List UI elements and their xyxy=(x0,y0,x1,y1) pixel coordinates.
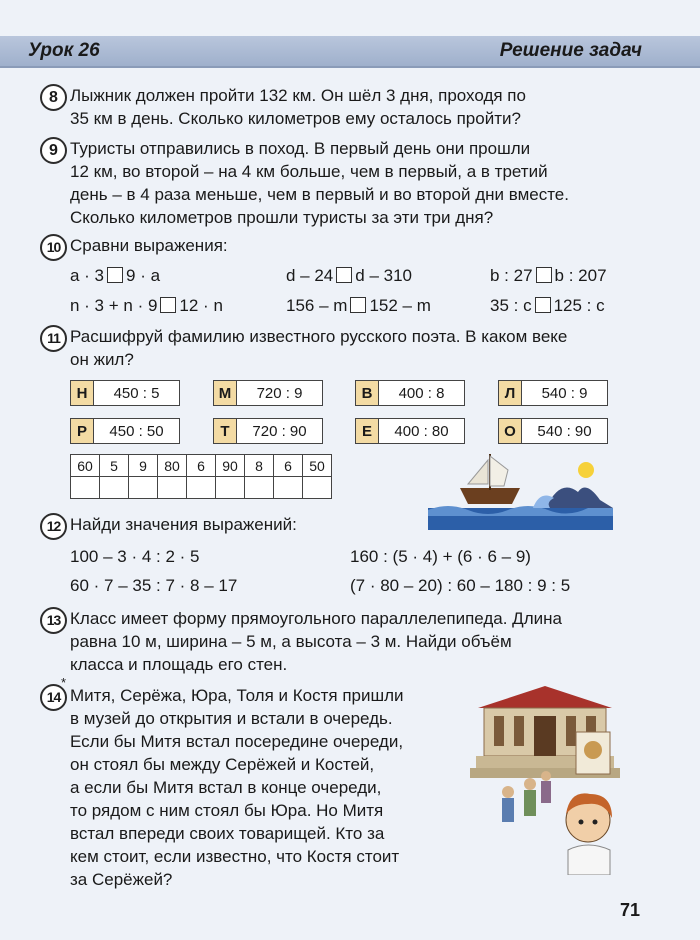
answer-cell[interactable] xyxy=(71,477,100,499)
boy-eye-icon xyxy=(579,820,584,825)
compare-row xyxy=(70,296,223,316)
answer-cell[interactable] xyxy=(129,477,158,499)
door-icon xyxy=(534,716,556,756)
cipher-letter: Н xyxy=(71,381,94,405)
cipher-expr: 720 : 90 xyxy=(252,422,307,440)
museum-queue-illustration xyxy=(470,680,620,875)
task-11-text xyxy=(70,325,645,371)
task-14-line: Если бы Митя встал посередине очереди, xyxy=(70,732,404,751)
compare-box[interactable] xyxy=(350,297,366,313)
compare-left: 156 – m xyxy=(286,296,348,315)
cipher-tile xyxy=(213,380,323,406)
cipher-expr: 720 : 9 xyxy=(256,384,303,402)
compare-box[interactable] xyxy=(535,297,551,313)
cipher-tile xyxy=(498,380,608,406)
code-cell: 50 xyxy=(303,455,332,477)
compare-left: 35 : c xyxy=(490,296,532,315)
compare-right: d – 310 xyxy=(355,266,412,285)
compare-row xyxy=(286,296,431,316)
task-12-number: 12 xyxy=(40,513,67,540)
code-cell: 9 xyxy=(129,455,158,477)
compare-box[interactable] xyxy=(107,267,123,283)
cipher-expr: 400 : 8 xyxy=(398,384,445,402)
mountain-icon xyxy=(546,488,613,509)
code-cell: 60 xyxy=(71,455,100,477)
page-header xyxy=(0,36,700,68)
task-8-text xyxy=(70,84,645,130)
compare-left: d – 24 xyxy=(286,266,334,285)
task-11-line: он жил? xyxy=(70,350,134,369)
cipher-letter: Т xyxy=(214,419,237,443)
task-14-line: то рядом с ним стоял бы Юра. Но Митя xyxy=(70,801,384,820)
answer-cell[interactable] xyxy=(216,477,245,499)
task-13-line: класса и площадь его стен. xyxy=(70,655,288,674)
task-11-number: 11 xyxy=(40,325,67,352)
ship-hull-icon xyxy=(460,488,520,504)
task-9-line: Сколько километров прошли туристы за эти три дня? xyxy=(70,208,494,227)
task-14-line: кем стоит, если известно, что Костя стоит xyxy=(70,847,400,866)
task-9-line: 12 км, во второй – на 4 км больше, чем в первый, а в третий xyxy=(70,162,548,181)
compare-left: b : 27 xyxy=(490,266,533,285)
answer-cell[interactable] xyxy=(158,477,187,499)
task-8-line: 35 км в день. Сколько километров ему осталось пройти? xyxy=(70,109,521,128)
task-8-line: Лыжник должен пройти 132 км. Он шёл 3 дня, проходя по xyxy=(70,86,526,105)
task-9-text xyxy=(70,137,645,229)
cipher-letter: О xyxy=(499,419,522,443)
window-icon xyxy=(514,716,524,746)
task-13-text xyxy=(70,607,645,676)
person-head-icon xyxy=(541,771,551,781)
code-cell: 90 xyxy=(216,455,245,477)
compare-row xyxy=(490,296,605,316)
sun-icon xyxy=(578,462,594,478)
task-14-line: в музей до открытия и встали в очередь. xyxy=(70,709,393,728)
compare-box[interactable] xyxy=(160,297,176,313)
person-icon xyxy=(502,798,514,822)
palette-icon xyxy=(584,741,602,759)
person-head-icon xyxy=(502,786,514,798)
compare-box[interactable] xyxy=(336,267,352,283)
code-cell: 8 xyxy=(245,455,274,477)
task-13-number: 13 xyxy=(40,607,67,634)
task-14-number: 14 xyxy=(40,684,67,711)
answer-cell[interactable] xyxy=(274,477,303,499)
cipher-tile xyxy=(70,418,180,444)
cipher-tile xyxy=(355,418,465,444)
cipher-tile xyxy=(70,380,180,406)
task-10-number: 10 xyxy=(40,234,67,261)
person-icon xyxy=(524,790,536,816)
compare-left: a · 3 xyxy=(70,266,105,285)
person-icon xyxy=(541,781,551,803)
compare-left: n · 3 + n · 9 xyxy=(70,296,158,315)
cipher-expr: 450 : 50 xyxy=(109,422,164,440)
answer-cell[interactable] xyxy=(100,477,129,499)
cipher-tile xyxy=(498,418,608,444)
task-11-line: Расшифруй фамилию известного русского поэта. В каком веке xyxy=(70,327,568,346)
expression: 60 · 7 – 35 : 7 · 8 – 17 xyxy=(70,576,238,595)
cipher-letter: В xyxy=(356,381,379,405)
task-8-number: 8 xyxy=(40,84,67,111)
ship-sail-icon xyxy=(490,456,508,486)
cipher-expr: 400 : 80 xyxy=(394,422,449,440)
answer-cell[interactable] xyxy=(245,477,274,499)
cipher-letter: М xyxy=(214,381,237,405)
code-cell: 6 xyxy=(187,455,216,477)
cipher-tile xyxy=(213,418,323,444)
cipher-code-row xyxy=(71,455,332,477)
task-9-number: 9 xyxy=(40,137,67,164)
cipher-expr: 540 : 9 xyxy=(541,384,588,402)
cipher-expr: 450 : 5 xyxy=(113,384,160,402)
cipher-letter: Р xyxy=(71,419,94,443)
task-12-title: Найди значения выражений: xyxy=(70,515,297,534)
compare-row xyxy=(286,266,412,286)
task-9-line: Туристы отправились в поход. В первый день они прошли xyxy=(70,139,531,158)
expression: 100 – 3 · 4 : 2 · 5 xyxy=(70,547,200,566)
task-13-line: Класс имеет форму прямоугольного параллелепипеда. Длина xyxy=(70,609,562,628)
task-9-line: день – в 4 раза меньше, чем в первый и во второй дни вместе. xyxy=(70,185,569,204)
compare-right: b : 207 xyxy=(554,266,607,285)
task-14-line: за Серёжей? xyxy=(70,870,173,889)
cipher-letter: Л xyxy=(499,381,522,405)
answer-cell[interactable] xyxy=(187,477,216,499)
compare-right: 152 – m xyxy=(369,296,431,315)
person-head-icon xyxy=(524,778,536,790)
code-cell: 80 xyxy=(158,455,187,477)
ship-sail-icon xyxy=(468,460,488,484)
task-14-line: а если бы Митя встал в конце очереди, xyxy=(70,778,382,797)
task-14-line: Митя, Серёжа, Юра, Толя и Костя пришли xyxy=(70,686,404,705)
task-14-text xyxy=(70,684,460,891)
compare-row xyxy=(70,266,160,286)
page-number: 71 xyxy=(620,900,641,920)
compare-right: 125 : c xyxy=(553,296,605,315)
task-10-title: Сравни выражения: xyxy=(70,236,228,255)
compare-right: 12 · n xyxy=(179,296,223,315)
compare-row xyxy=(490,266,607,286)
museum-roof-icon xyxy=(478,686,612,708)
boy-shirt-icon xyxy=(568,845,610,875)
cipher-letter: Е xyxy=(356,419,379,443)
task-14-line: встал впереди своих товарищей. Кто за xyxy=(70,824,385,843)
window-icon xyxy=(566,716,576,746)
compare-right: 9 · a xyxy=(126,266,161,285)
window-icon xyxy=(494,716,504,746)
expression: (7 · 80 – 20) : 60 – 180 : 9 : 5 xyxy=(350,576,571,595)
code-cell: 5 xyxy=(100,455,129,477)
code-cell: 6 xyxy=(274,455,303,477)
task-14-line: он стоял бы между Серёжей и Костей, xyxy=(70,755,375,774)
compare-box[interactable] xyxy=(536,267,552,283)
answer-cell[interactable] xyxy=(303,477,332,499)
cipher-answer-row xyxy=(71,477,332,499)
lesson-label: Урок 26 xyxy=(28,40,100,61)
cipher-answer-grid xyxy=(70,454,332,499)
cipher-expr: 540 : 90 xyxy=(537,422,592,440)
boy-eye-icon xyxy=(593,820,598,825)
topic-label: Решение задач xyxy=(499,40,642,61)
expression: 160 : (5 · 4) + (6 · 6 – 9) xyxy=(350,547,531,566)
cipher-tile xyxy=(355,380,465,406)
task-13-line: равна 10 м, ширина – 5 м, а высота – 3 м. Найди объём xyxy=(70,632,512,651)
difficulty-mark: * xyxy=(61,675,67,690)
